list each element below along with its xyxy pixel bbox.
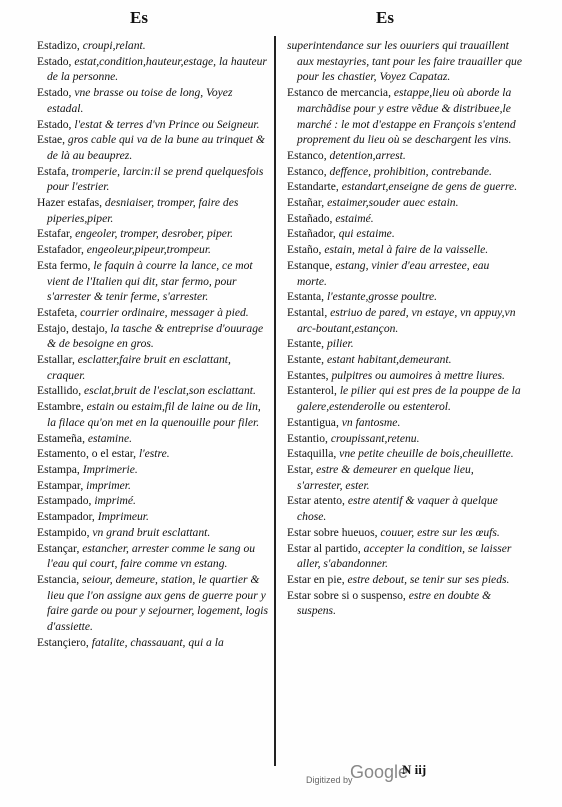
entry-headword: Estadizo,	[37, 39, 80, 52]
entry-headword: Esta fermo,	[37, 258, 91, 272]
entry-definition: engeoler, tromper, desrober, piper.	[75, 227, 234, 241]
entry-headword: Estanque,	[287, 258, 333, 272]
entry-definition: estancher, arrester comme le sang ou l'eau qui court, faire comme vn estang.	[47, 541, 256, 571]
dictionary-entry	[287, 525, 522, 541]
dictionary-entry	[37, 242, 268, 258]
entry-headword: Estar sobre hueuos,	[287, 525, 378, 539]
dictionary-entry	[287, 541, 522, 572]
entry-headword: Estallar,	[37, 353, 75, 367]
dictionary-entry	[287, 195, 522, 211]
entry-definition: pulpitres ou aumoires à mettre liures.	[331, 368, 505, 382]
entry-headword: Estafador,	[37, 243, 84, 257]
dictionary-entry	[37, 572, 268, 635]
entry-definition: estaimé.	[335, 211, 374, 225]
entry-definition: pilier.	[326, 337, 354, 351]
dictionary-entry	[37, 525, 268, 541]
dictionary-entry	[37, 462, 268, 478]
dictionary-entry	[287, 336, 522, 352]
entry-definition: vn fantosme.	[341, 415, 401, 429]
entry-headword: Estançiero,	[37, 635, 89, 649]
dictionary-entry	[287, 368, 522, 384]
entry-definition: estre atentif & vaquer à quelque chose.	[297, 494, 498, 524]
entry-definition: seiour, demeure, station, le quartier & lieu que l'on assigne aux gens de guerre pour y faire garde ou pour y sejourner, logement, logis d'assiette.	[47, 572, 269, 634]
entry-headword: Estanterol,	[287, 384, 337, 398]
entry-definition: deffence, prohibition, contrebande.	[329, 164, 492, 178]
entry-definition: courrier ordinaire, messager à pied.	[80, 305, 249, 319]
entry-headword: Estantigua,	[287, 415, 339, 429]
dictionary-entry	[287, 258, 522, 289]
dictionary-entry	[37, 493, 268, 509]
entry-headword: Estante,	[287, 337, 325, 351]
entry-definition: Imprimerie.	[82, 462, 138, 476]
entry-definition: estappe,lieu où aborde la marchãdise pour y estre vẽdue & distribuee,le marché : le mot d'estappe en François s'entend proprement du lieu où se deschargent les vins.	[297, 86, 516, 147]
dictionary-entry	[37, 226, 268, 242]
entry-definition: fatalite, chassauant, qui a la	[91, 635, 224, 649]
entry-definition: l'estat & terres d'vn Prince ou Seigneur.	[74, 117, 260, 131]
entry-definition: vne brasse ou toise de long, Voyez estadal.	[47, 86, 233, 115]
entry-headword: Estampado,	[37, 494, 92, 508]
dictionary-entry	[287, 462, 522, 493]
entry-headword: Estado,	[37, 117, 72, 131]
entry-definition: estriuo de pared, vn estaye, vn appuy,vn arc-boutant,estançon.	[297, 305, 516, 335]
dictionary-entry	[287, 226, 522, 242]
digitized-by-label: Digitized by	[306, 775, 353, 785]
entry-headword: Estaño,	[287, 243, 322, 257]
entry-headword: Estantes,	[287, 368, 329, 382]
entry-definition: detention,arrest.	[329, 148, 406, 162]
dictionary-entry	[287, 289, 522, 305]
entry-headword: Estanco de mercancia,	[287, 86, 391, 100]
dictionary-entry	[37, 352, 268, 383]
entry-headword: Estampador,	[37, 510, 95, 524]
entry-headword: Estañador,	[287, 227, 336, 241]
dictionary-entry	[37, 321, 268, 352]
entry-definition: estre debout, se tenir sur ses pieds.	[347, 572, 510, 586]
entry-definition: superintendance sur les ouuriers qui trauaillent aux mestayries, tant pour les faire trauailler que pour les chastier, Voyez Capataz.	[287, 39, 522, 84]
dictionary-entry	[287, 148, 522, 164]
entry-headword: Estanco,	[287, 164, 327, 178]
column-divider	[274, 36, 276, 766]
dictionary-entry	[37, 132, 268, 163]
dictionary-entry	[287, 211, 522, 227]
entry-definition: imprimer.	[86, 478, 131, 492]
entry-headword: Estar al partido,	[287, 541, 361, 555]
entry-headword: Estajo, destajo,	[37, 321, 108, 335]
entry-headword: Estar atento,	[287, 494, 345, 508]
dictionary-entry	[37, 399, 268, 430]
entry-definition: estamine.	[87, 431, 132, 445]
right-column	[287, 38, 522, 619]
entry-headword: Estampido,	[37, 525, 90, 539]
running-head-left: Es	[130, 8, 148, 27]
entry-definition: la tasche & entreprise d'ouurage & de besoigne en gros.	[47, 321, 264, 351]
dictionary-entry	[37, 431, 268, 447]
entry-definition: imprimé.	[94, 494, 136, 508]
dictionary-entry	[287, 572, 522, 588]
entry-definition: vne petite cheuille de bois,cheuillette.	[339, 447, 514, 461]
signature-mark: N iij	[402, 762, 427, 777]
dictionary-entry	[37, 305, 268, 321]
google-watermark: Google	[350, 762, 409, 782]
dictionary-entry	[287, 38, 522, 85]
entry-headword: Estaquilla,	[287, 447, 337, 461]
entry-headword: Estañar,	[287, 196, 325, 210]
entry-headword: Estampa,	[37, 462, 80, 476]
dictionary-entry	[37, 541, 268, 572]
entry-definition: estandart,enseigne de gens de guerre.	[341, 180, 518, 194]
entry-headword: Estançar,	[37, 541, 80, 555]
dictionary-entry	[37, 195, 268, 226]
dictionary-entry	[37, 383, 268, 399]
entry-definition: estre en doubte & suspens.	[297, 588, 492, 618]
dictionary-entry	[287, 588, 522, 619]
dictionary-entry	[287, 446, 522, 462]
entry-headword: Estafar,	[37, 227, 73, 241]
entry-definition: le faquin à courre la lance, ce mot vient de l'Italien qui dit, star fermo, pour s'arrester & tenir ferme, s'arrester.	[47, 258, 253, 304]
left-column	[37, 38, 268, 650]
entry-definition: l'estre.	[138, 447, 170, 461]
entry-headword: Estanta,	[287, 290, 325, 304]
entry-headword: Estantio,	[287, 431, 328, 445]
dictionary-entry	[37, 164, 268, 195]
entry-definition: estre & demeurer en quelque lieu, s'arrester, ester.	[297, 462, 474, 492]
entry-headword: Estambre,	[37, 400, 84, 414]
entry-definition: desniaiser, tromper, faire des piperies,piper.	[47, 196, 239, 225]
entry-definition: estaimer,souder auec estain.	[327, 196, 459, 210]
entry-headword: Estanco,	[287, 148, 327, 162]
entry-definition: esclat,bruit de l'esclat,son esclattant.	[84, 384, 256, 398]
entry-definition: estat,condition,hauteur,estage, la hauteur de la personne.	[47, 54, 267, 84]
entry-definition: couuer, estre sur les œufs.	[380, 525, 500, 539]
dictionary-entry	[37, 258, 268, 305]
entry-headword: Estafa,	[37, 164, 69, 178]
dictionary-entry	[37, 54, 268, 85]
dictionary-entry	[37, 635, 268, 651]
entry-headword: Estancia,	[37, 572, 80, 586]
dictionary-entry	[37, 478, 268, 494]
dictionary-entry	[287, 179, 522, 195]
entry-headword: Estar,	[287, 462, 314, 476]
dictionary-entry	[287, 415, 522, 431]
entry-headword: Estañado,	[287, 211, 333, 225]
entry-definition: estang, vinier d'eau arrestee, eau morte.	[297, 258, 490, 288]
entry-headword: Estar en pie,	[287, 572, 345, 586]
entry-definition: Imprimeur.	[97, 510, 149, 524]
dictionary-entry	[37, 85, 268, 116]
entry-headword: Estae,	[37, 133, 66, 147]
dictionary-entry	[287, 305, 522, 336]
entry-definition: qui estaime.	[338, 227, 395, 241]
dictionary-entry	[287, 242, 522, 258]
entry-headword: Estado,	[37, 86, 72, 100]
entry-headword: Estameña,	[37, 431, 85, 445]
entry-definition: croupi,relant.	[82, 39, 146, 52]
dictionary-entry	[37, 509, 268, 525]
entry-definition: estain, metal à faire de la vaisselle.	[324, 243, 489, 257]
entry-definition: gros cable qui va de la bune au trinquet & de là au beauprez.	[47, 133, 265, 162]
entry-headword: Hazer estafas,	[37, 196, 103, 210]
dictionary-entry	[37, 446, 268, 462]
dictionary-entry	[37, 38, 268, 54]
entry-definition: estain ou estaim,fil de laine ou de lin, la filace qu'on met en la quenouille pour filer.	[47, 400, 261, 429]
entry-definition: l'estante,grosse poultre.	[326, 290, 438, 304]
entry-headword: Estamento, o el estar,	[37, 447, 137, 461]
dictionary-entry	[287, 85, 522, 148]
entry-headword: Estandarte,	[287, 180, 339, 194]
entry-definition: tromperie, larcin:il se prend quelquesfois pour l'estrier.	[47, 164, 264, 194]
dictionary-entry	[287, 493, 522, 524]
entry-definition: vn grand bruit esclattant.	[92, 525, 211, 539]
entry-definition: le pilier qui est pres de la pouppe de la galere,estenderolle ou estenterol.	[297, 384, 521, 414]
dictionary-entry	[37, 117, 268, 133]
entry-headword: Estado,	[37, 54, 72, 68]
entry-headword: Estallido,	[37, 384, 82, 398]
entry-headword: Estampar,	[37, 478, 84, 492]
dictionary-entry	[287, 164, 522, 180]
dictionary-entry	[287, 383, 522, 414]
dictionary-entry	[287, 431, 522, 447]
entry-definition: croupissant,retenu.	[330, 431, 420, 445]
entry-headword: Estante,	[287, 353, 325, 367]
running-head-right: Es	[376, 8, 394, 27]
entry-headword: Estar sobre si o suspenso,	[287, 588, 406, 602]
entry-headword: Estantal,	[287, 305, 328, 319]
entry-definition: estant habitant,demeurant.	[326, 353, 452, 367]
dictionary-entry	[287, 352, 522, 368]
entry-definition: accepter la condition, se laisser aller, s'abandonner.	[297, 541, 512, 571]
entry-headword: Estafeta,	[37, 305, 78, 319]
entry-definition: engeoleur,pipeur,trompeur.	[86, 243, 211, 257]
entry-definition: esclatter,faire bruit en esclattant, craquer.	[47, 353, 231, 382]
